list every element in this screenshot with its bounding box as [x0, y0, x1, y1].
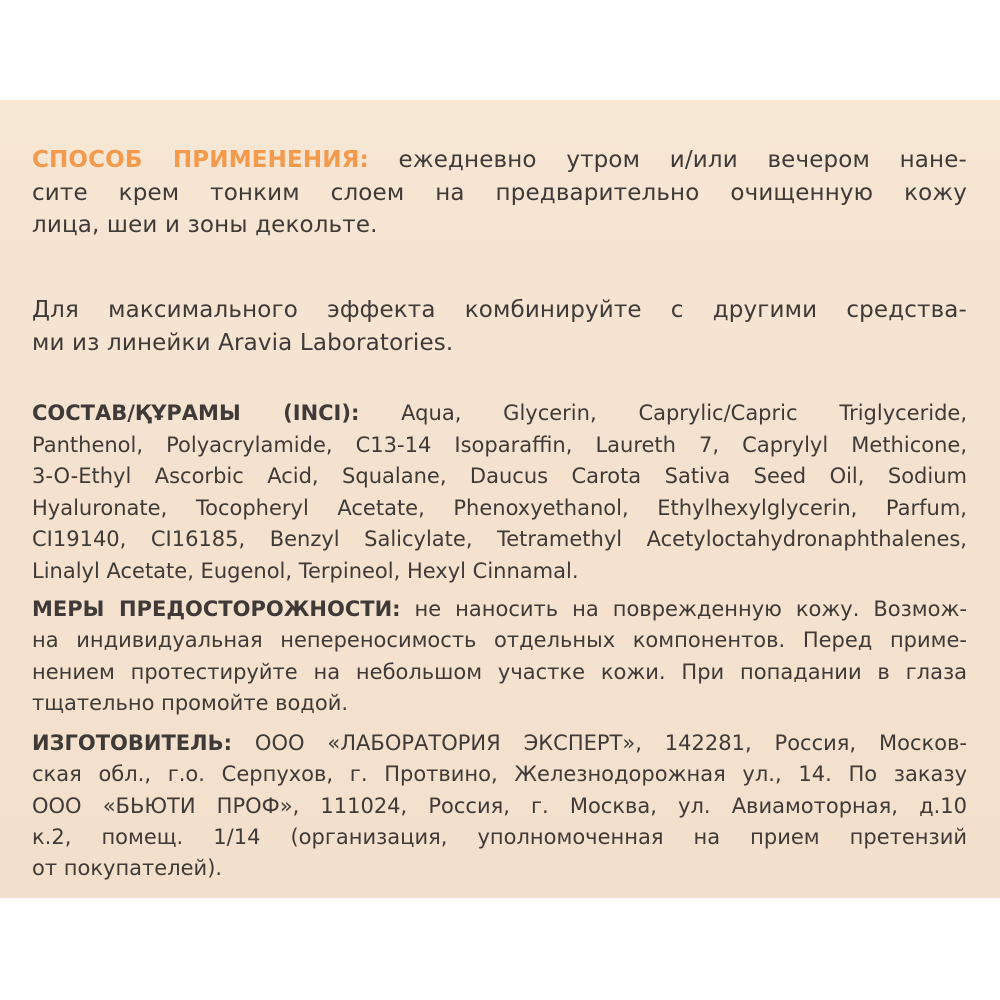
combine-line-2: ми из линейки Aravia Laboratories. [32, 329, 454, 356]
ingredients-line-2: Panthenol, Polyacrylamide, C13-14 Isoparaffin, Laureth 7, Caprylyl Methicone, [32, 432, 967, 457]
manufacturer-line-5: от покупателей). [32, 856, 223, 881]
product-label-panel [0, 100, 1000, 898]
precautions-text-1: не наносить на поврежденную кожу. Возмож- [400, 597, 967, 621]
precautions-line-3: нением протестируйте на небольшом участке кожи. При попадании в глаза [32, 659, 967, 684]
manufacturer-text-1: ООО «ЛАБОРАТОРИЯ ЭКСПЕРТ», 142281, Россия, Москов- [232, 731, 967, 755]
combine-line-1: Для максимального эффекта комбинируйте с другими средства- [32, 297, 967, 323]
usage-line-3: лица, шеи и зоны декольте. [32, 212, 378, 238]
precautions-heading: МЕРЫ ПРЕДОСТОРОЖНОСТИ: [32, 597, 401, 621]
ingredients-section [32, 398, 967, 588]
ingredients-line-3: 3-O-Ethyl Ascorbic Acid, Squalane, Daucus Carota Sativa Seed Oil, Sodium [32, 464, 967, 489]
manufacturer-line-3: ООО «БЬЮТИ ПРОФ», 111024, Россия, г. Москва, ул. Авиамоторная, д.10 [32, 793, 967, 818]
ingredients-line-1 [32, 398, 967, 430]
usage-line-1 [32, 144, 967, 177]
usage-section [32, 144, 967, 242]
usage-line-2: сите крем тонким слоем на предварительно очищенную кожу [32, 179, 967, 206]
precautions-line-4: тщательно промойте водой. [32, 690, 349, 715]
manufacturer-line-2: ская обл., г.о. Серпухов, г. Протвино, Железнодорожная ул., 14. По заказу [32, 762, 967, 787]
precautions-line-1 [32, 594, 967, 625]
usage-heading: СПОСОБ ПРИМЕНЕНИЯ: [32, 147, 369, 173]
ingredients-line-6: Linalyl Acetate, Eugenol, Terpineol, Hexyl Cinnamal. [32, 558, 579, 583]
combine-section [32, 294, 967, 359]
precautions-line-2: на индивидуальная непереносимость отдельных компонентов. Перед приме- [32, 628, 967, 653]
manufacturer-line-1 [32, 728, 967, 759]
ingredients-line-5: CI19140, CI16185, Benzyl Salicylate, Tetramethyl Acetyloctahydronaphthalenes, [32, 527, 967, 552]
manufacturer-line-4: к.2, помещ. 1/14 (организация, уполномоченная на прием претензий [32, 824, 967, 849]
usage-text-1: ежедневно утром и/или вечером нане- [368, 147, 967, 173]
ingredients-text-1: Aqua, Glycerin, Caprylic/Capric Triglyceride, [359, 401, 967, 425]
ingredients-heading: СОСТАВ/ҚҰРАМЫ (INCI): [32, 401, 360, 425]
manufacturer-section [32, 728, 967, 884]
manufacturer-heading: ИЗГОТОВИТЕЛЬ: [32, 731, 233, 755]
ingredients-line-4: Hyaluronate, Tocopheryl Acetate, Phenoxyethanol, Ethylhexylglycerin, Parfum, [32, 495, 967, 520]
precautions-section [32, 594, 967, 719]
